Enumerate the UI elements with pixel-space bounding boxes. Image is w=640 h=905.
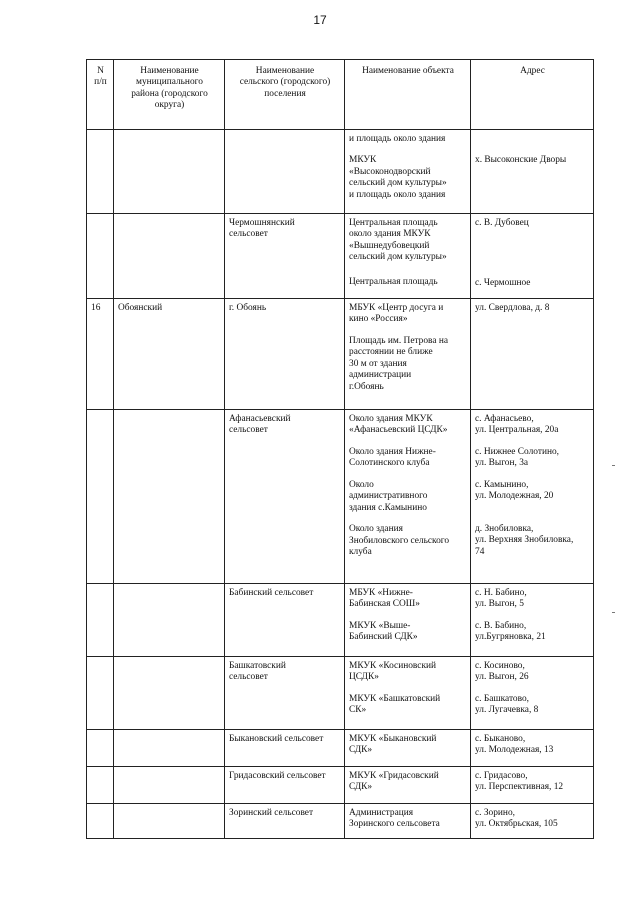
cell-addresses [471, 657, 594, 730]
table-row [87, 299, 594, 410]
cell-number [87, 804, 114, 839]
cell-addresses [471, 730, 594, 767]
object-entry: МКУК «Высоконодворский сельский дом культуры» и площадь около здания [349, 155, 447, 200]
table-row [87, 410, 594, 584]
cell-number: 16 [87, 299, 114, 410]
cell-number [87, 214, 114, 299]
cell-objects [345, 584, 471, 657]
cell-settlement: Быкановский сельсовет [225, 730, 345, 767]
cell-settlement: Чермошнянский сельсовет [225, 214, 345, 299]
object-entry: Администрация Зоринского сельсовета [349, 808, 440, 830]
object-entry: МКУК «Косиновский ЦСДК» [349, 661, 437, 683]
cell-addresses [471, 584, 594, 657]
cell-district [114, 767, 225, 804]
object-entry: МБУК «Нижне- Бабинская СОШ» [349, 588, 420, 610]
cell-district: Обоянский [114, 299, 225, 410]
address-entry: с. Камынино, ул. Молодежная, 20 [475, 479, 554, 502]
cell-addresses [471, 214, 594, 299]
table-header-row [87, 60, 594, 130]
cell-objects [345, 130, 471, 214]
page-number: 17 [313, 13, 327, 27]
object-entry: Центральная площадь около здания МКУК «Вышнедубовецкий сельский дом культуры» [349, 218, 447, 263]
header-settlement: Наименование сельского (городского) поселения [225, 60, 345, 130]
cell-objects [345, 214, 471, 299]
table-row [87, 657, 594, 730]
cell-district [114, 214, 225, 299]
table-row [87, 767, 594, 804]
address-entry: х. Высоконские Дворы [475, 155, 567, 165]
address-entry: с. Афанасьево, ул. Центральная, 20а [475, 414, 559, 436]
address-entry: с. Чермошное [475, 278, 531, 288]
cell-settlement: Афанасьевский сельсовет [225, 410, 345, 584]
cell-district [114, 657, 225, 730]
object-entry: Около здания Нижне- Солотинского клуба [349, 446, 436, 469]
header-object: Наименование объекта [345, 60, 471, 130]
cell-number [87, 584, 114, 657]
address-entry: с. Н. Бабино, ул. Выгон, 5 [475, 588, 527, 610]
object-entry: Площадь им. Петрова на расстоянии не ближе 30 м от здания администрации г.Обоянь [349, 335, 449, 392]
object-entry: МКУК «Выше- Бабинский СДК» [349, 620, 418, 643]
cell-addresses [471, 410, 594, 584]
object-entry: МКУК «Быкановский СДК» [349, 734, 437, 756]
object-entry: МКУК «Гридасовский СДК» [349, 771, 439, 793]
cell-number [87, 410, 114, 584]
object-entry: и площадь около здания [349, 134, 446, 144]
address-entry: с. Башкатово, ул. Лугачевка, 8 [475, 693, 539, 716]
cell-objects [345, 767, 471, 804]
cell-addresses [471, 767, 594, 804]
cell-settlement: Зоринский сельсовет [225, 804, 345, 839]
object-entry: МКУК «Башкатовский СК» [349, 693, 441, 716]
object-entry: Центральная площадь [349, 276, 438, 287]
cell-number [87, 730, 114, 767]
cell-objects [345, 804, 471, 839]
cell-district [114, 804, 225, 839]
address-entry: с. Косиново, ул. Выгон, 26 [475, 661, 529, 683]
cell-number [87, 130, 114, 214]
table-row [87, 584, 594, 657]
object-entry: МБУК «Центр досуга и кино «Россия» [349, 303, 444, 325]
cell-district [114, 130, 225, 214]
address-entry: ул. Свердлова, д. 8 [475, 303, 550, 313]
cell-addresses [471, 804, 594, 839]
scan-artifact [612, 465, 615, 466]
address-entry: с. Нижнее Солотино, ул. Выгон, 3а [475, 446, 560, 469]
address-entry: с. Быканово, ул. Молодежная, 13 [475, 734, 554, 756]
table-row [87, 730, 594, 767]
cell-addresses [471, 299, 594, 410]
object-entry: Около здания Знобиловского сельского клуба [349, 524, 450, 558]
cell-objects [345, 657, 471, 730]
cell-objects [345, 730, 471, 767]
cell-district [114, 584, 225, 657]
address-entry [475, 134, 590, 145]
address-entry: с. В. Бабино, ул.Бугряновка, 21 [475, 620, 546, 643]
table-row [87, 804, 594, 839]
cell-district [114, 730, 225, 767]
address-entry: с. Зорино, ул. Октябрьская, 105 [475, 808, 558, 830]
cell-settlement: Башкатовский сельсовет [225, 657, 345, 730]
cell-district [114, 410, 225, 584]
table-row [87, 130, 594, 214]
scan-artifact [612, 612, 615, 613]
cell-objects [345, 410, 471, 584]
address-entry: с. Гридасово, ул. Перспективная, 12 [475, 771, 564, 793]
header-district: Наименование муниципального района (городского округа) [114, 60, 225, 130]
table-row [87, 214, 594, 299]
object-entry: Около административного здания с.Камынино [349, 479, 428, 513]
cell-number [87, 657, 114, 730]
object-entry: Около здания МКУК «Афанасьевский ЦСДК» [349, 414, 448, 436]
cell-settlement: Бабинский сельсовет [225, 584, 345, 657]
header-address: Адрес [471, 60, 594, 130]
header-number: N п/п [87, 60, 114, 130]
cell-settlement: г. Обоянь [225, 299, 345, 410]
cell-addresses [471, 130, 594, 214]
address-entry: с. В. Дубовец [475, 218, 529, 228]
cell-number [87, 767, 114, 804]
cell-objects [345, 299, 471, 410]
cell-settlement: Гридасовский сельсовет [225, 767, 345, 804]
cell-settlement [225, 130, 345, 214]
polling-places-table [86, 59, 594, 839]
address-entry: д. Знобиловка, ул. Верхняя Знобиловка, 74 [475, 523, 574, 557]
